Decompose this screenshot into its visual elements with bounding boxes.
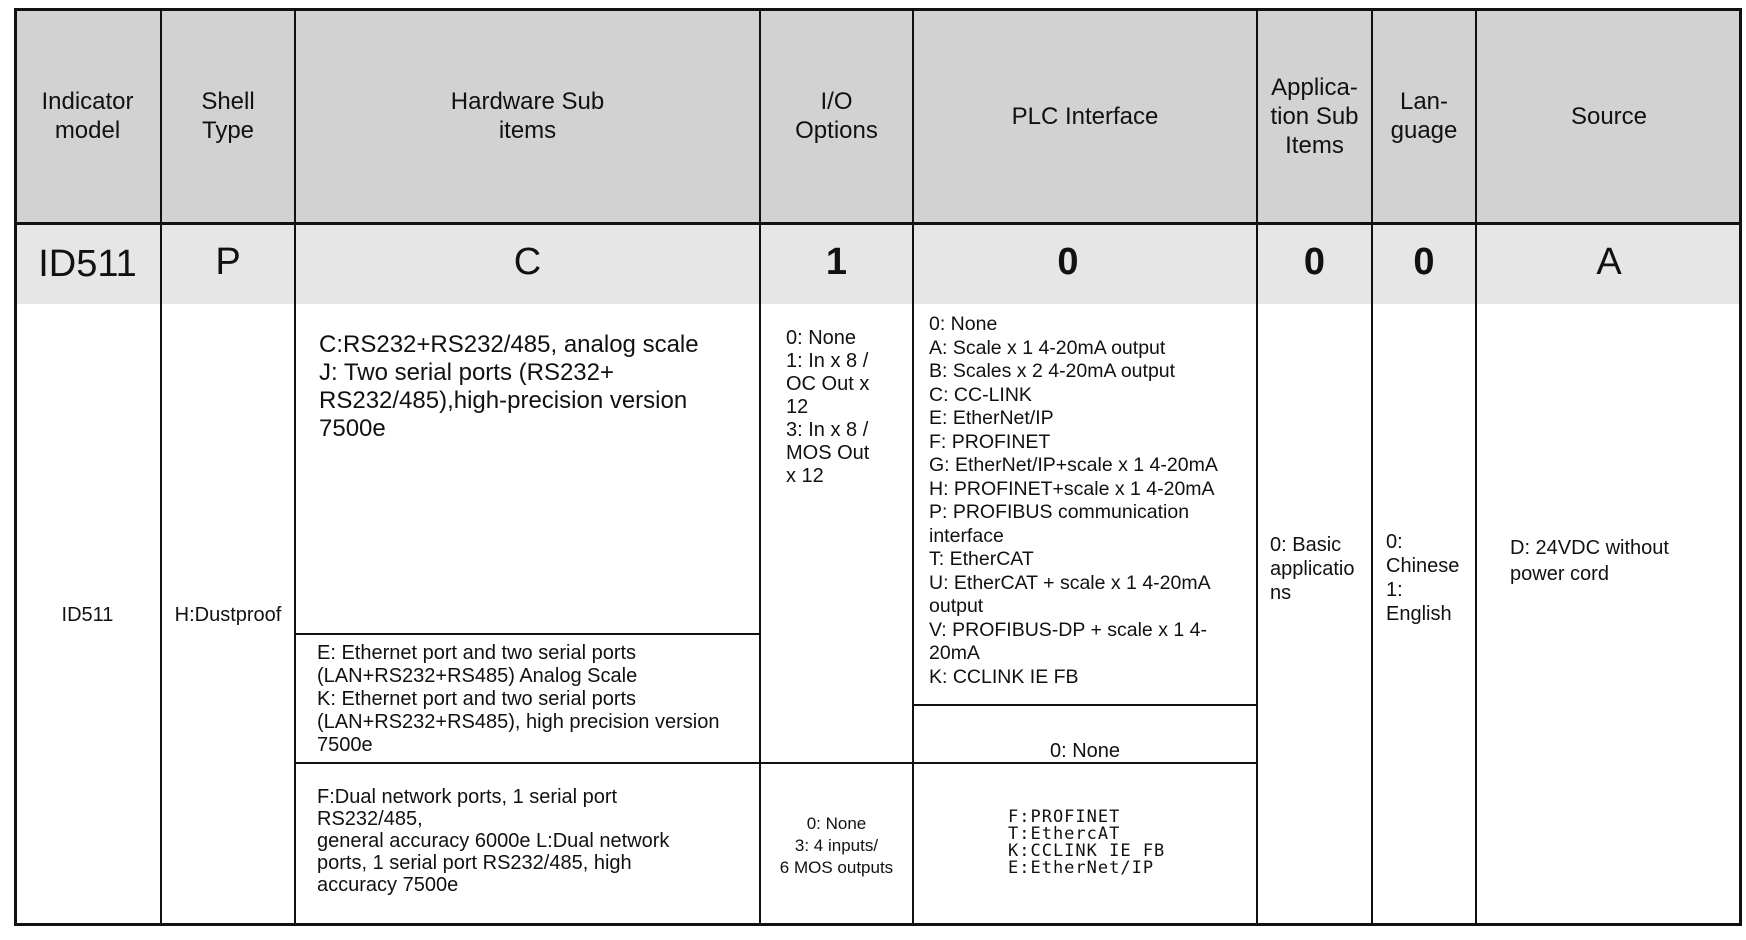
code-application-sub-items: 0 <box>1303 240 1326 283</box>
header-io-options: I/O Options <box>795 88 878 144</box>
border-top <box>14 8 1742 11</box>
body-indicator-model: ID511 <box>61 603 114 626</box>
hardware-group-3: F:Dual network ports, 1 serial port RS232/485, general accuracy 6000e L:Dual network ports, 1 serial port RS232/485, high accuracy 7500e <box>317 786 670 896</box>
header-shell-type: Shell Type <box>201 88 255 144</box>
body-application-sub-items: 0: Basic applicatio ns <box>1270 534 1355 604</box>
header-application-sub-items: Applica- tion Sub Items <box>1270 73 1359 159</box>
code-language: 0 <box>1413 240 1435 283</box>
hardware-group-2: E: Ethernet port and two serial ports (LAN+RS232+RS485) Analog Scale K: Ethernet port and two serial ports (LAN+RS232+RS485), high precision version 7500e <box>317 642 720 756</box>
col-divider-7 <box>1475 8 1477 926</box>
body-shell-type: H:Dustproof <box>174 603 282 626</box>
code-shell-type: P <box>215 240 241 283</box>
header-divider <box>14 222 1742 225</box>
col-divider-6 <box>1371 8 1373 926</box>
code-io-options: 1 <box>825 240 848 283</box>
hardware-io-divider-2 <box>295 762 913 764</box>
plc-interface-group-1: 0: None A: Scale x 1 4-20mA output B: Scales x 2 4-20mA output C: CC-LINK E: EtherNet/IP F: PROFINET G: EtherNet/IP+scale x 1 4-20mA H: PROFINET+scale x 1 4-20mA P: PROFIBUS communication interface T: EtherCAT U: EtherCAT + scale x 1 4-20mA output V: PROFIBUS-DP + scale x 1 4- 20mA K: CCLINK IE FB <box>929 313 1218 688</box>
plc-interface-group-3: F:PROFINET T:EthercAT K:CCLINK IE FB E:EtherNet/IP <box>1008 807 1166 878</box>
plc-divider-1 <box>913 704 1257 706</box>
io-options-group-3: 0: None 3: 4 inputs/ 6 MOS outputs <box>779 814 894 877</box>
code-indicator-model: ID511 <box>38 242 137 285</box>
header-indicator-model: Indicator model <box>41 88 134 144</box>
border-bottom <box>14 923 1742 926</box>
body-language: 0: Chinese 1: English <box>1386 531 1460 625</box>
code-source: A <box>1596 240 1622 283</box>
border-left <box>14 8 17 926</box>
io-options-group-1: 0: None 1: In x 8 / OC Out x 12 3: In x 8 / MOS Out x 12 <box>786 327 870 487</box>
code-plc-interface: 0 <box>1057 240 1079 283</box>
hardware-divider-1 <box>295 633 760 635</box>
indicator-config-table <box>14 8 1742 926</box>
col-divider-5 <box>1256 8 1258 926</box>
code-hardware-sub-items: C <box>513 240 542 283</box>
header-language: Lan- guage <box>1390 88 1458 144</box>
header-plc-interface: PLC Interface <box>1011 102 1159 130</box>
hardware-group-1: C:RS232+RS232/485, analog scale J: Two serial ports (RS232+ RS232/485),high-precision version 7500e <box>319 331 699 442</box>
border-right <box>1739 8 1742 926</box>
col-divider-1 <box>160 8 162 926</box>
col-divider-2 <box>294 8 296 926</box>
col-divider-3 <box>759 8 761 926</box>
header-source: Source <box>1570 102 1648 130</box>
plc-interface-group-2: 0: None <box>1049 739 1121 762</box>
col-divider-4 <box>912 8 914 926</box>
body-source: D: 24VDC without power cord <box>1510 537 1669 585</box>
header-hardware-sub-items: Hardware Sub items <box>450 88 605 144</box>
plc-divider-2 <box>913 762 1257 764</box>
